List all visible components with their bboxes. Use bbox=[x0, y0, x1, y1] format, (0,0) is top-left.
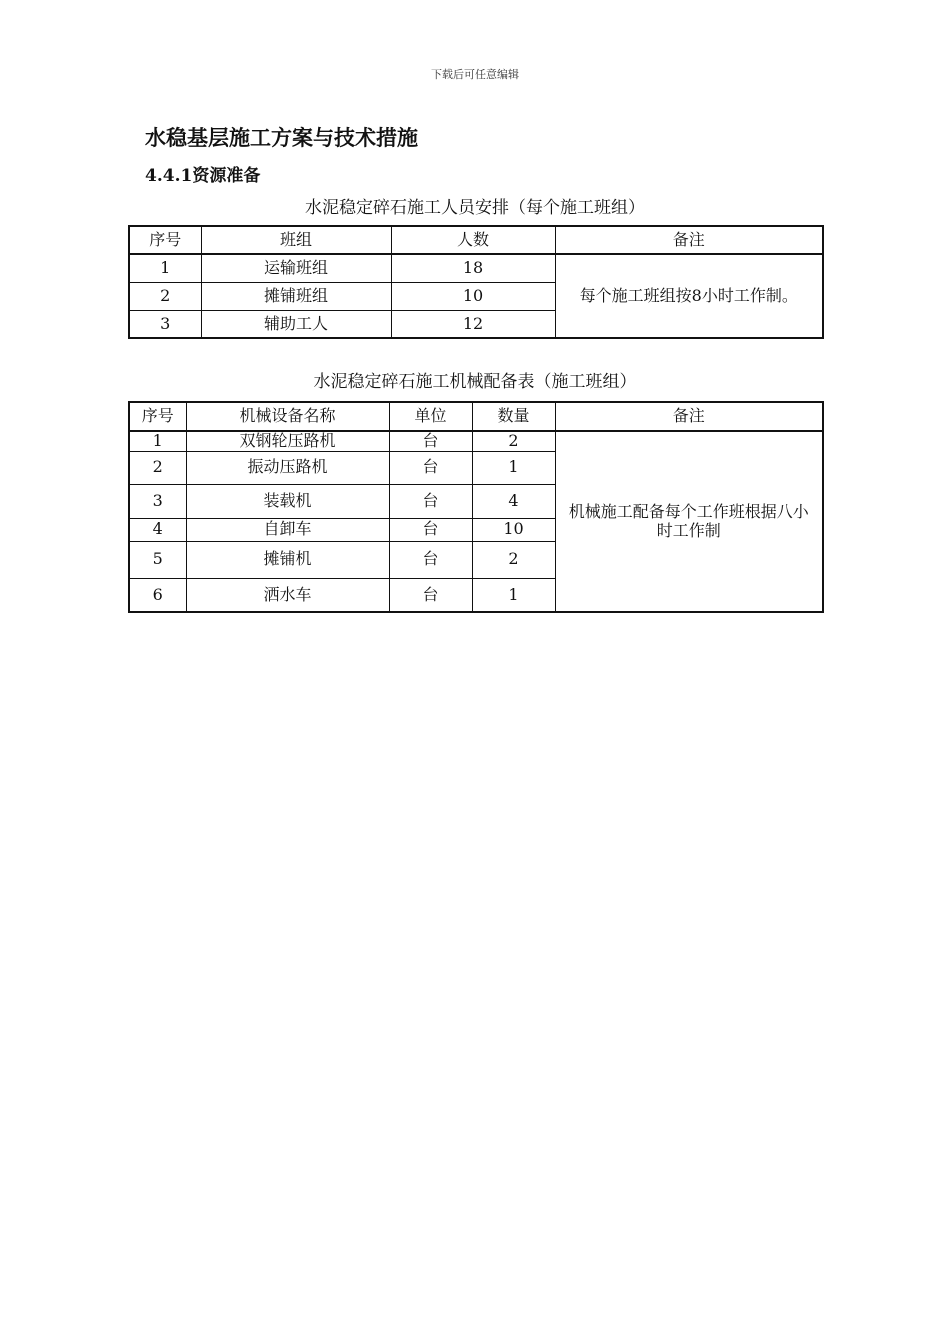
cell-unit: 台 bbox=[389, 431, 472, 451]
cell-unit: 台 bbox=[389, 578, 472, 612]
cell-no: 4 bbox=[129, 518, 186, 541]
cell-qty: 1 bbox=[472, 578, 555, 612]
table-row bbox=[129, 431, 823, 451]
cell-no: 2 bbox=[129, 451, 186, 484]
staff-table-caption: 水泥稳定碎石施工人员安排（每个施工班组） bbox=[305, 198, 645, 218]
machine-table-caption: 水泥稳定碎石施工机械配备表（施工班组） bbox=[313, 372, 637, 392]
cell-qty: 4 bbox=[472, 484, 555, 518]
cell-note: 每个施工班组按8小时工作制。 bbox=[555, 254, 823, 338]
cell-no: 5 bbox=[129, 541, 186, 578]
column-header-note: 备注 bbox=[555, 226, 823, 254]
cell-qty: 2 bbox=[472, 431, 555, 451]
column-header-count: 人数 bbox=[391, 226, 555, 254]
table-header-row bbox=[129, 226, 823, 254]
cell-count: 18 bbox=[391, 254, 555, 282]
table-row bbox=[129, 254, 823, 282]
section-heading: 4.4.1资源准备 bbox=[145, 166, 261, 186]
cell-name: 双钢轮压路机 bbox=[186, 431, 389, 451]
cell-count: 10 bbox=[391, 282, 555, 310]
cell-name: 摊铺机 bbox=[186, 541, 389, 578]
cell-unit: 台 bbox=[389, 484, 472, 518]
document-title: 水稳基层施工方案与技术措施 bbox=[145, 125, 418, 150]
column-header-unit: 单位 bbox=[389, 402, 472, 431]
column-header-name: 机械设备名称 bbox=[186, 402, 389, 431]
column-header-note: 备注 bbox=[555, 402, 823, 431]
machine-table bbox=[128, 401, 824, 613]
cell-team: 运输班组 bbox=[201, 254, 391, 282]
cell-qty: 1 bbox=[472, 451, 555, 484]
cell-name: 自卸车 bbox=[186, 518, 389, 541]
cell-unit: 台 bbox=[389, 541, 472, 578]
column-header-qty: 数量 bbox=[472, 402, 555, 431]
cell-qty: 2 bbox=[472, 541, 555, 578]
staff-table bbox=[128, 225, 824, 339]
column-header-no: 序号 bbox=[129, 402, 186, 431]
header-note: 下载后可任意编辑 bbox=[431, 68, 519, 81]
cell-team: 辅助工人 bbox=[201, 310, 391, 338]
cell-no: 1 bbox=[129, 254, 201, 282]
cell-name: 装载机 bbox=[186, 484, 389, 518]
cell-no: 2 bbox=[129, 282, 201, 310]
cell-note: 机械施工配备每个工作班根据八小时工作制 bbox=[555, 431, 823, 612]
column-header-team: 班组 bbox=[201, 226, 391, 254]
cell-unit: 台 bbox=[389, 518, 472, 541]
cell-name: 洒水车 bbox=[186, 578, 389, 612]
cell-count: 12 bbox=[391, 310, 555, 338]
cell-qty: 10 bbox=[472, 518, 555, 541]
cell-team: 摊铺班组 bbox=[201, 282, 391, 310]
table-header-row bbox=[129, 402, 823, 431]
cell-no: 6 bbox=[129, 578, 186, 612]
cell-unit: 台 bbox=[389, 451, 472, 484]
cell-no: 3 bbox=[129, 310, 201, 338]
cell-name: 振动压路机 bbox=[186, 451, 389, 484]
cell-no: 3 bbox=[129, 484, 186, 518]
cell-no: 1 bbox=[129, 431, 186, 451]
column-header-no: 序号 bbox=[129, 226, 201, 254]
